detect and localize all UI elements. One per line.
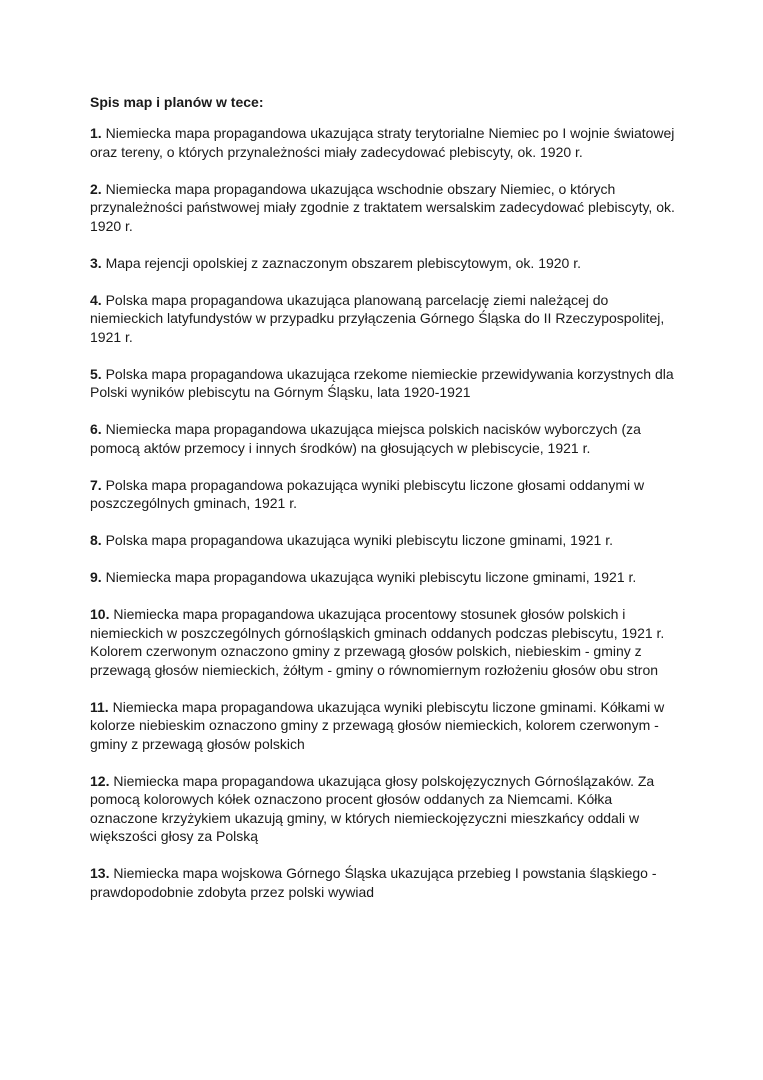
- list-item: [90, 568, 678, 587]
- list-item: [90, 124, 678, 161]
- item-text: Polska mapa propagandowa ukazująca planowaną parcelację ziemi należącej do niemieckich latyfundystów w przypadku przyłączenia Górnego Śląska do II Rzeczypospolitej, 1921 r.: [90, 291, 665, 345]
- map-list: [90, 124, 678, 920]
- item-text: Niemiecka mapa propagandowa ukazująca wschodnie obszary Niemiec, o których przynależności państwowej miały zgodnie z traktatem wersalskim zadecydować plebiscyty, ok. 1920 r.: [90, 180, 675, 234]
- item-text: Niemiecka mapa wojskowa Górnego Śląska ukazująca przebieg I powstania śląskiego - prawdopodobnie zdobyta przez polski wywiad: [90, 865, 657, 900]
- item-number: 11.: [90, 698, 109, 715]
- item-number: 5.: [90, 365, 102, 382]
- list-item: [90, 772, 678, 846]
- item-number: 1.: [90, 125, 102, 141]
- item-number: 9.: [90, 569, 102, 585]
- list-item: [90, 605, 678, 679]
- item-number: 12.: [90, 772, 110, 789]
- list-item: [90, 698, 678, 754]
- item-number: 6.: [90, 421, 102, 437]
- item-number: 13.: [90, 865, 110, 881]
- item-text: Niemiecka mapa propagandowa ukazująca straty terytorialne Niemiec po I wojnie światowej oraz tereny, o których przynależności miały zadecydować plebiscyty, ok. 1920 r.: [90, 125, 675, 160]
- item-number: 4.: [90, 291, 102, 308]
- item-number: 10.: [90, 606, 110, 622]
- item-text: Polska mapa propagandowa pokazująca wyniki plebiscytu liczone głosami oddanymi w poszczególnych gminach, 1921 r.: [90, 476, 645, 511]
- list-item: [90, 180, 678, 236]
- item-number: 3.: [90, 254, 102, 271]
- list-item: [90, 254, 678, 273]
- item-number: 7.: [90, 476, 102, 493]
- item-text: Niemiecka mapa propagandowa ukazująca miejsca polskich nacisków wyborczych (za pomocą aktów przemocy i innych środków) na głosujących w plebiscycie, 1921 r.: [90, 421, 641, 456]
- document-title: Spis map i planów w tece:: [90, 94, 264, 110]
- list-item: [90, 365, 678, 402]
- list-item: [90, 864, 678, 901]
- item-text: Mapa rejencji opolskiej z zaznaczonym obszarem plebiscytowym, ok. 1920 r.: [105, 254, 582, 271]
- item-number: 8.: [90, 532, 102, 548]
- item-text: Niemiecka mapa propagandowa ukazująca głosy polskojęzycznych Górnoślązaków. Za pomocą kolorowych kółek oznaczono procent głosów oddanych za Niemcami. Kółka oznaczone krzyżykiem ukazują gminy, w których niemieckojęzyczni mieszkańcy oddali w większości głosy za Polską: [90, 772, 655, 844]
- item-text: Polska mapa propagandowa ukazująca wyniki plebiscytu liczone gminami, 1921 r.: [105, 532, 613, 548]
- item-text: Niemiecka mapa propagandowa ukazująca procentowy stosunek głosów polskich i niemieckich w poszczególnych górnośląskich gminach oddanych podczas plebiscytu, 1921 r. Kolorem czerwonym oznaczono gminy z przewagą głosów polskich, niebieskim - gminy z przewagą głosów niemieckich, żółtym - gminy o równomiernym rozłożeniu głosów obu stron: [90, 606, 665, 678]
- item-text: Niemiecka mapa propagandowa ukazująca wyniki plebiscytu liczone gminami. Kółkami w kolorze niebieskim oznaczono gminy z przewagą głosów niemieckich, kolorem czerwonym - gminy z przewagą głosów polskich: [90, 698, 665, 752]
- list-item: [90, 291, 678, 347]
- list-item: [90, 420, 678, 457]
- item-text: Niemiecka mapa propagandowa ukazująca wyniki plebiscytu liczone gminami, 1921 r.: [105, 569, 637, 585]
- item-number: 2.: [90, 180, 102, 197]
- item-text: Polska mapa propagandowa ukazująca rzekome niemieckie przewidywania korzystnych dla Polski wyników plebiscytu na Górnym Śląsku, lata 1920-1921: [90, 365, 674, 400]
- list-item: [90, 531, 678, 550]
- list-item: [90, 476, 678, 513]
